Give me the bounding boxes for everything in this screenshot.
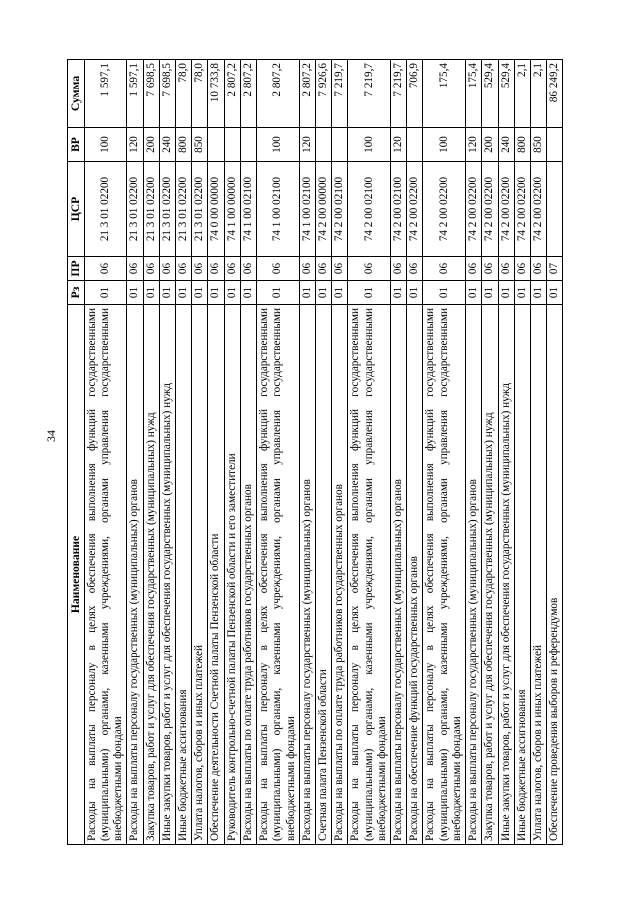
cell-sum: 529,4 <box>482 60 498 128</box>
cell-vr <box>208 128 224 162</box>
table-header-row <box>68 60 85 845</box>
cell-name: Счетная палата Пензенской области <box>315 305 331 845</box>
cell-sum: 2 807,2 <box>240 60 256 128</box>
cell-sum: 1 597,1 <box>127 60 143 128</box>
cell-csr: 74 2 00 02200 <box>407 162 423 257</box>
cell-csr: 21 3 01 02200 <box>127 162 143 257</box>
cell-vr: 120 <box>391 128 407 162</box>
cell-sum: 7 219,7 <box>391 60 407 128</box>
cell-rz: 01 <box>498 281 514 305</box>
cell-vr: 100 <box>257 128 300 162</box>
cell-sum: 7 698,5 <box>143 60 159 128</box>
cell-pr: 06 <box>482 257 498 281</box>
cell-vr: 850 <box>192 128 208 162</box>
cell-vr: 120 <box>127 128 143 162</box>
cell-vr: 200 <box>143 128 159 162</box>
cell-rz: 01 <box>240 281 256 305</box>
cell-sum: 2,1 <box>531 60 547 128</box>
cell-sum: 175,4 <box>466 60 482 128</box>
cell-csr: 74 2 00 02200 <box>514 162 530 257</box>
cell-rz: 01 <box>159 281 175 305</box>
table-row <box>423 60 466 845</box>
cell-vr <box>224 128 240 162</box>
table-row <box>240 60 256 845</box>
cell-pr: 06 <box>514 257 530 281</box>
cell-rz: 01 <box>407 281 423 305</box>
header-name: Наименование <box>68 305 85 845</box>
cell-name: Расходы на выплаты персоналу государственных (муниципальных) органов <box>391 305 407 845</box>
table-row <box>332 60 348 845</box>
cell-name: Расходы на выплаты персоналу государственных (муниципальных) органов <box>466 305 482 845</box>
cell-csr: 74 2 00 02100 <box>348 162 391 257</box>
cell-csr: 74 2 00 02100 <box>391 162 407 257</box>
table-row <box>84 60 127 845</box>
cell-rz: 01 <box>84 281 127 305</box>
cell-pr: 06 <box>332 257 348 281</box>
cell-pr: 06 <box>466 257 482 281</box>
cell-pr: 06 <box>407 257 423 281</box>
cell-sum: 2 807,2 <box>257 60 300 128</box>
table-row <box>547 60 563 845</box>
cell-csr: 74 2 00 02200 <box>498 162 514 257</box>
cell-csr: 21 3 01 02200 <box>143 162 159 257</box>
cell-pr: 07 <box>547 257 563 281</box>
cell-name: Расходы на выплаты персоналу в целях обеспечения выполнения функций государственными (муниципальными) органами, казенными учреждениями, органами управления государственными внебюджетными фондами <box>257 305 300 845</box>
cell-vr: 120 <box>466 128 482 162</box>
cell-rz: 01 <box>127 281 143 305</box>
cell-vr: 800 <box>175 128 191 162</box>
cell-sum: 2 807,2 <box>224 60 240 128</box>
cell-sum: 7 219,7 <box>332 60 348 128</box>
table-row <box>143 60 159 845</box>
cell-sum: 86 249,2 <box>547 60 563 128</box>
cell-pr: 06 <box>224 257 240 281</box>
cell-name: Расходы на выплаты персоналу в целях обеспечения выполнения функций государственными (муниципальными) органами, казенными учреждениями, органами управления государственными внебюджетными фондами <box>84 305 127 845</box>
cell-vr: 240 <box>498 128 514 162</box>
table-row <box>127 60 143 845</box>
cell-name: Иные закупки товаров, работ и услуг для обеспечения государственных (муниципальных) нужд <box>159 305 175 845</box>
cell-rz: 01 <box>423 281 466 305</box>
cell-rz: 01 <box>224 281 240 305</box>
cell-csr <box>547 162 563 257</box>
cell-vr: 800 <box>514 128 530 162</box>
table-row <box>482 60 498 845</box>
cell-name: Расходы на выплаты по оплате труда работников государственных органов <box>332 305 348 845</box>
cell-vr: 100 <box>348 128 391 162</box>
cell-pr: 06 <box>143 257 159 281</box>
table-row <box>514 60 530 845</box>
cell-vr <box>547 128 563 162</box>
cell-csr: 74 1 00 02100 <box>299 162 315 257</box>
cell-sum: 78,0 <box>175 60 191 128</box>
table-row <box>192 60 208 845</box>
cell-name: Расходы на выплаты персоналу в целях обеспечения выполнения функций государственными (муниципальными) органами, казенными учреждениями, органами управления государственными внебюджетными фондами <box>423 305 466 845</box>
cell-pr: 06 <box>423 257 466 281</box>
cell-sum: 1 597,1 <box>84 60 127 128</box>
cell-rz: 01 <box>482 281 498 305</box>
table-row <box>531 60 547 845</box>
cell-vr: 100 <box>423 128 466 162</box>
cell-name: Иные бюджетные ассигнования <box>514 305 530 845</box>
cell-csr: 21 3 01 02200 <box>159 162 175 257</box>
cell-name: Иные бюджетные ассигнования <box>175 305 191 845</box>
cell-vr <box>240 128 256 162</box>
cell-pr: 06 <box>208 257 224 281</box>
cell-pr: 06 <box>127 257 143 281</box>
cell-vr: 850 <box>531 128 547 162</box>
cell-sum: 2 807,2 <box>299 60 315 128</box>
table-row <box>257 60 300 845</box>
cell-pr: 06 <box>348 257 391 281</box>
budget-table <box>67 59 563 845</box>
cell-csr: 74 2 00 02200 <box>482 162 498 257</box>
cell-csr: 21 3 01 02200 <box>84 162 127 257</box>
cell-sum: 10 733,8 <box>208 60 224 128</box>
cell-rz: 01 <box>466 281 482 305</box>
table-row <box>348 60 391 845</box>
cell-rz: 01 <box>547 281 563 305</box>
cell-rz: 01 <box>175 281 191 305</box>
cell-pr: 06 <box>175 257 191 281</box>
cell-name: Руководитель контрольно-счетной палаты Пензенской области и его заместители <box>224 305 240 845</box>
cell-rz: 01 <box>391 281 407 305</box>
header-pr: ПР <box>68 257 85 281</box>
cell-name: Уплата налогов, сборов и иных платежей <box>531 305 547 845</box>
cell-csr: 21 3 01 02200 <box>175 162 191 257</box>
cell-pr: 06 <box>531 257 547 281</box>
cell-sum: 529,4 <box>498 60 514 128</box>
cell-rz: 01 <box>332 281 348 305</box>
cell-sum: 78,0 <box>192 60 208 128</box>
cell-csr: 74 2 00 02200 <box>466 162 482 257</box>
header-rz: Рз <box>68 281 85 305</box>
cell-name: Расходы на выплаты персоналу в целях обеспечения выполнения функций государственными (муниципальными) органами, казенными учреждениями, органами управления государственными внебюджетными фондами <box>348 305 391 845</box>
cell-csr: 74 1 00 00000 <box>224 162 240 257</box>
cell-rz: 01 <box>192 281 208 305</box>
cell-csr: 74 2 00 02100 <box>332 162 348 257</box>
cell-sum: 175,4 <box>423 60 466 128</box>
cell-csr: 74 2 00 02200 <box>531 162 547 257</box>
table-row <box>315 60 331 845</box>
table-body <box>84 60 563 845</box>
cell-rz: 01 <box>143 281 159 305</box>
cell-vr <box>407 128 423 162</box>
rotated-table-container <box>67 60 572 845</box>
cell-rz: 01 <box>514 281 530 305</box>
cell-name: Закупка товаров, работ и услуг для обеспечения государственных (муниципальных) нужд <box>143 305 159 845</box>
cell-vr: 120 <box>299 128 315 162</box>
cell-name: Расходы на выплаты по оплате труда работников государственных органов <box>240 305 256 845</box>
header-vr: ВР <box>68 128 85 162</box>
cell-pr: 06 <box>299 257 315 281</box>
page-number: 34 <box>44 430 58 442</box>
cell-vr <box>315 128 331 162</box>
cell-name: Обеспечение проведения выборов и референдумов <box>547 305 563 845</box>
cell-vr: 200 <box>482 128 498 162</box>
cell-csr: 21 3 01 02200 <box>192 162 208 257</box>
cell-rz: 01 <box>315 281 331 305</box>
cell-rz: 01 <box>531 281 547 305</box>
cell-sum: 706,9 <box>407 60 423 128</box>
cell-pr: 06 <box>240 257 256 281</box>
table-row <box>208 60 224 845</box>
cell-name: Расходы на выплаты персоналу государственных (муниципальных) органов <box>299 305 315 845</box>
cell-pr: 06 <box>192 257 208 281</box>
cell-csr: 74 0 00 00000 <box>208 162 224 257</box>
cell-name: Уплата налогов, сборов и иных платежей <box>192 305 208 845</box>
table-row <box>391 60 407 845</box>
header-csr: ЦСР <box>68 162 85 257</box>
cell-rz: 01 <box>257 281 300 305</box>
cell-pr: 06 <box>84 257 127 281</box>
cell-rz: 01 <box>208 281 224 305</box>
cell-name: Расходы на обеспечение функций государственных органов <box>407 305 423 845</box>
table-row <box>224 60 240 845</box>
cell-pr: 06 <box>159 257 175 281</box>
cell-sum: 7 219,7 <box>348 60 391 128</box>
cell-csr: 74 1 00 02100 <box>240 162 256 257</box>
table-row <box>159 60 175 845</box>
cell-rz: 01 <box>348 281 391 305</box>
cell-name: Расходы на выплаты персоналу государственных (муниципальных) органов <box>127 305 143 845</box>
cell-name: Закупка товаров, работ и услуг для обеспечения государственных (муниципальных) нужд <box>482 305 498 845</box>
cell-rz: 01 <box>299 281 315 305</box>
cell-name: Иные закупки товаров, работ и услуг для обеспечения государственных (муниципальных) нужд <box>498 305 514 845</box>
table-row <box>498 60 514 845</box>
table-row <box>466 60 482 845</box>
cell-sum: 2,1 <box>514 60 530 128</box>
cell-pr: 06 <box>315 257 331 281</box>
table-row <box>299 60 315 845</box>
cell-csr: 74 2 00 00000 <box>315 162 331 257</box>
cell-pr: 06 <box>498 257 514 281</box>
table-row <box>175 60 191 845</box>
cell-vr <box>332 128 348 162</box>
cell-sum: 7 698,5 <box>159 60 175 128</box>
cell-pr: 06 <box>257 257 300 281</box>
cell-pr: 06 <box>391 257 407 281</box>
cell-name: Обеспечение деятельности Счетной палаты Пензенской области <box>208 305 224 845</box>
cell-vr: 100 <box>84 128 127 162</box>
cell-csr: 74 1 00 02100 <box>257 162 300 257</box>
cell-sum: 7 926,6 <box>315 60 331 128</box>
table-row <box>407 60 423 845</box>
cell-vr: 240 <box>159 128 175 162</box>
cell-csr: 74 2 00 02200 <box>423 162 466 257</box>
header-sum: Сумма <box>68 60 85 128</box>
